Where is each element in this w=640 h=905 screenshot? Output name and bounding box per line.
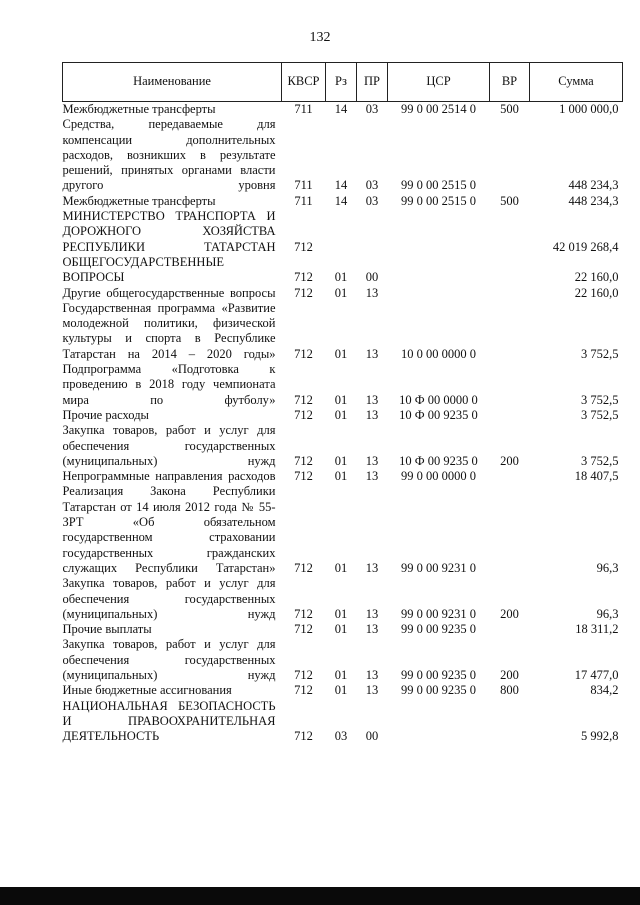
cell-rz: 01: [334, 270, 348, 285]
cell-sum: 3 752,5: [581, 346, 619, 361]
cell-sum: 18 311,2: [575, 622, 619, 637]
cell-rz: 01: [334, 683, 348, 698]
cell-sum: 17 477,0: [574, 667, 619, 682]
cell-vr: [490, 255, 530, 286]
table-header-row: [63, 63, 623, 102]
table-row: [63, 576, 623, 622]
cell-rz: 01: [334, 606, 348, 621]
cell-rz: [326, 209, 357, 255]
header-rz: Рз: [326, 63, 357, 102]
cell-sum: 96,3: [596, 606, 619, 621]
cell-pr: 13: [365, 683, 379, 698]
cell-vr: [490, 362, 530, 408]
cell-rz: 01: [334, 622, 348, 637]
cell-name: НАЦИОНАЛЬНАЯ БЕЗОПАСНОСТЬ И ПРАВООХРАНИТЕЛЬНАЯ ДЕЯТЕЛЬНОСТЬ: [62, 698, 276, 744]
table-row: [63, 622, 623, 637]
cell-vr: 800: [500, 683, 519, 698]
cell-pr: 13: [365, 606, 379, 621]
cell-sum: 448 234,3: [568, 178, 619, 193]
cell-pr: 00: [365, 270, 379, 285]
table-row: [63, 484, 623, 576]
cell-vr: 200: [500, 453, 519, 468]
cell-vr: [490, 117, 530, 193]
cell-name: Средства, передаваемые для компенсации дополнительных расходов, возникших в результате решений, принятых органами власти другого уровня: [62, 117, 276, 193]
cell-pr: 03: [365, 193, 379, 208]
cell-pr: [357, 209, 388, 255]
cell-pr: 13: [365, 346, 379, 361]
cell-kvsr: 712: [294, 270, 313, 285]
cell-kvsr: 712: [294, 392, 313, 407]
header-vr: ВР: [490, 63, 530, 102]
cell-kvsr: 712: [294, 606, 313, 621]
table-row: [63, 255, 623, 286]
header-csr: ЦСР: [388, 63, 490, 102]
cell-vr: [490, 209, 530, 255]
cell-rz: 03: [334, 729, 348, 744]
cell-csr: [388, 255, 490, 286]
cell-pr: 00: [365, 729, 379, 744]
header-pr: ПР: [357, 63, 388, 102]
cell-csr: 99 0 00 9231 0: [401, 560, 476, 575]
cell-vr: [490, 699, 530, 745]
cell-pr: 13: [365, 622, 379, 637]
cell-kvsr: 712: [294, 239, 313, 254]
cell-csr: 99 0 00 0000 0: [401, 469, 476, 484]
table-row: [63, 469, 623, 484]
table-row: [63, 637, 623, 683]
cell-sum: 834,2: [590, 683, 619, 698]
cell-sum: 3 752,5: [581, 453, 619, 468]
table-row: [63, 286, 623, 301]
cell-csr: 99 0 00 2515 0: [401, 193, 476, 208]
cell-name: Прочие расходы: [62, 407, 149, 422]
cell-pr: 03: [365, 102, 379, 116]
cell-rz: 01: [334, 667, 348, 682]
cell-kvsr: 711: [294, 178, 313, 193]
cell-name: Закупка товаров, работ и услуг для обеспечения государственных (муниципальных) нужд: [62, 576, 276, 621]
cell-csr: 99 0 00 9235 0: [401, 667, 476, 682]
cell-csr: 10 Ф 00 9235 0: [399, 453, 478, 468]
table-row: [63, 423, 623, 469]
cell-csr: [388, 209, 490, 255]
cell-sum: 42 019 268,4: [552, 239, 619, 254]
cell-sum: 5 992,8: [581, 729, 619, 744]
header-name: Наименование: [63, 63, 282, 102]
cell-kvsr: 712: [294, 469, 313, 484]
cell-vr: [490, 484, 530, 576]
cell-rz: 01: [334, 285, 348, 300]
cell-rz: 01: [334, 346, 348, 361]
scan-bottom-edge: [0, 887, 640, 905]
cell-csr: [388, 699, 490, 745]
cell-vr: [490, 622, 530, 637]
cell-kvsr: 711: [294, 193, 313, 208]
cell-vr: 500: [500, 193, 519, 208]
cell-name: Государственная программа «Развитие молодежной политики, физической культуры и спорта в Республике Татарстан на 2014 – 2020 годы»: [62, 300, 276, 361]
table-row: [63, 209, 623, 255]
cell-name: Межбюджетные трансферты: [62, 102, 216, 116]
table-row: [63, 102, 623, 118]
cell-rz: 01: [334, 453, 348, 468]
table-body: [63, 102, 623, 745]
cell-csr: 99 0 00 2514 0: [401, 102, 476, 116]
cell-pr: 13: [365, 285, 379, 300]
cell-sum: 22 160,0: [574, 285, 619, 300]
cell-vr: 200: [500, 667, 519, 682]
cell-rz: 14: [334, 102, 348, 116]
cell-pr: 13: [365, 453, 379, 468]
cell-name: Непрограммные направления расходов: [62, 469, 276, 484]
cell-sum: 3 752,5: [581, 392, 619, 407]
cell-sum: 448 234,3: [568, 193, 619, 208]
table-row: [63, 362, 623, 408]
cell-rz: 01: [334, 392, 348, 407]
cell-kvsr: 712: [294, 407, 313, 422]
cell-csr: 10 Ф 00 9235 0: [399, 407, 478, 422]
table-row: [63, 408, 623, 423]
cell-kvsr: 712: [294, 560, 313, 575]
cell-kvsr: 712: [294, 285, 313, 300]
cell-kvsr: 712: [294, 622, 313, 637]
cell-vr: [490, 286, 530, 301]
cell-vr: [490, 408, 530, 423]
cell-kvsr: 712: [294, 683, 313, 698]
cell-kvsr: 712: [294, 667, 313, 682]
cell-sum: 96,3: [596, 560, 619, 575]
cell-csr: 99 0 00 9235 0: [401, 683, 476, 698]
table-row: [63, 194, 623, 209]
cell-name: Иные бюджетные ассигнования: [62, 683, 232, 698]
cell-sum: 1 000 000,0: [559, 102, 619, 116]
cell-pr: 13: [365, 469, 379, 484]
page-number: 132: [309, 30, 331, 45]
cell-sum: 3 752,5: [581, 407, 619, 422]
cell-name: Подпрограмма «Подготовка к проведению в 2018 году чемпионата мира по футболу»: [62, 362, 276, 407]
table-row: [63, 301, 623, 362]
cell-kvsr: 712: [294, 453, 313, 468]
cell-rz: 01: [334, 560, 348, 575]
cell-sum: 22 160,0: [574, 270, 619, 285]
cell-name: Межбюджетные трансферты: [62, 193, 216, 208]
cell-name: Прочие выплаты: [62, 622, 152, 637]
cell-kvsr: 712: [294, 729, 313, 744]
cell-csr: 10 Ф 00 0000 0: [399, 392, 478, 407]
table-row: [63, 117, 623, 193]
cell-rz: 14: [334, 178, 348, 193]
cell-name: Другие общегосударственные вопросы: [62, 285, 276, 300]
cell-vr: 200: [500, 606, 519, 621]
table-row: [63, 683, 623, 698]
cell-sum: 18 407,5: [574, 469, 619, 484]
cell-vr: [490, 301, 530, 362]
cell-name: ОБЩЕГОСУДАРСТВЕННЫЕ ВОПРОСЫ: [62, 254, 224, 285]
cell-vr: 500: [500, 102, 519, 116]
cell-csr: 99 0 00 9235 0: [401, 622, 476, 637]
cell-kvsr: 711: [294, 102, 313, 116]
table-row: [63, 699, 623, 745]
header-sum: Сумма: [530, 63, 623, 102]
cell-name: Реализация Закона Республики Татарстан от 14 июля 2012 года № 55-ЗРТ «Об обязательном государственном страховании государственных гражданских служащих Республики Татарстан»: [62, 484, 276, 575]
cell-csr: 99 0 00 9231 0: [401, 606, 476, 621]
cell-rz: 01: [334, 469, 348, 484]
cell-csr: 99 0 00 2515 0: [401, 178, 476, 193]
cell-rz: 01: [334, 407, 348, 422]
cell-pr: 13: [365, 667, 379, 682]
header-kvsr: КВСР: [282, 63, 326, 102]
cell-pr: 03: [365, 178, 379, 193]
budget-table: [62, 62, 623, 744]
cell-pr: 13: [365, 407, 379, 422]
cell-name: МИНИСТЕРСТВО ТРАНСПОРТА И ДОРОЖНОГО ХОЗЯЙСТВА РЕСПУБЛИКИ ТАТАРСТАН: [62, 209, 276, 254]
cell-csr: 10 0 00 0000 0: [401, 346, 476, 361]
cell-pr: 13: [365, 392, 379, 407]
cell-kvsr: 712: [294, 346, 313, 361]
cell-pr: 13: [365, 560, 379, 575]
cell-name: Закупка товаров, работ и услуг для обеспечения государственных (муниципальных) нужд: [62, 423, 276, 468]
cell-name: Закупка товаров, работ и услуг для обеспечения государственных (муниципальных) нужд: [62, 637, 276, 682]
cell-rz: 14: [334, 193, 348, 208]
cell-vr: [490, 469, 530, 484]
cell-csr: [388, 286, 490, 301]
